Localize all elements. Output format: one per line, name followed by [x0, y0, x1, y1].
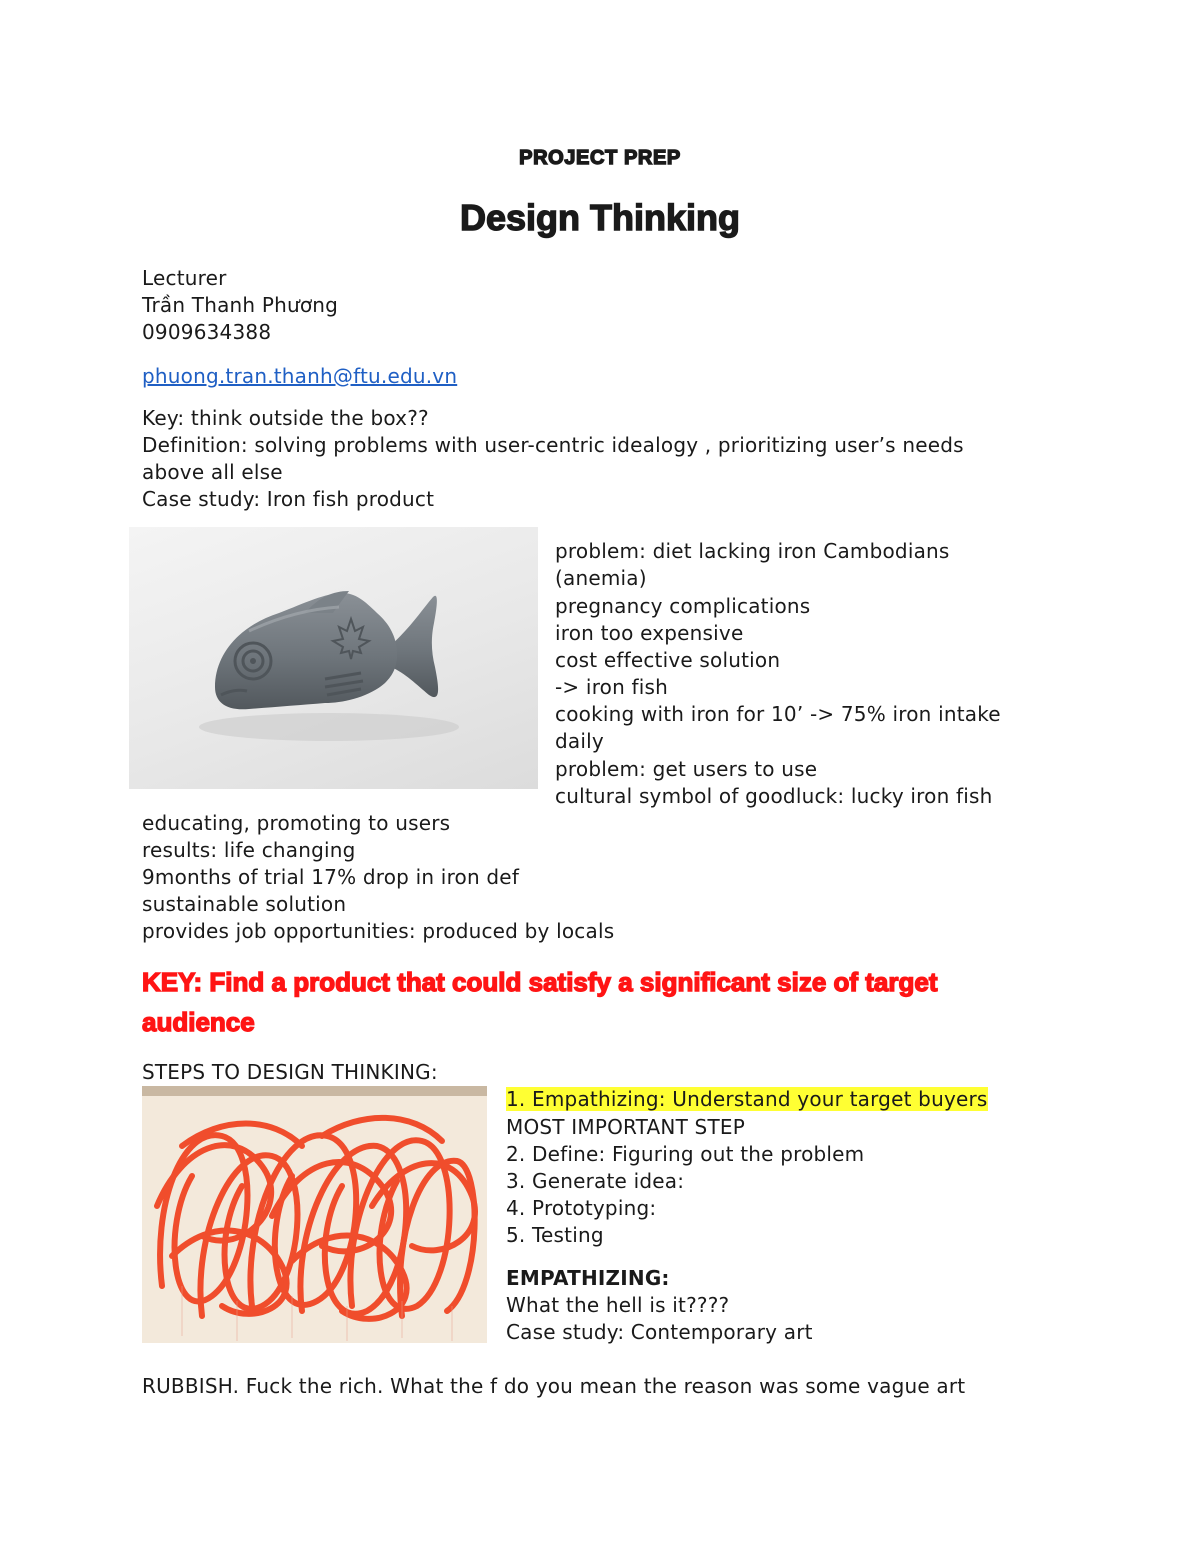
step-1 [506, 1086, 988, 1113]
iron-fish-icon [129, 527, 538, 789]
fish-side-line: problem: get users to use [555, 757, 818, 781]
lecturer-name: Trần Thanh Phương [142, 293, 339, 317]
page-title: Design Thinking [459, 197, 740, 238]
fish-result-line: educating, promoting to users [142, 811, 451, 835]
empathizing-line-1: What the hell is it???? [506, 1293, 730, 1317]
scribble-painting-icon [142, 1086, 487, 1343]
case-study-line: Case study: Iron fish product [142, 487, 435, 511]
key-line: Key: think outside the box?? [142, 406, 429, 430]
most-important-step: MOST IMPORTANT STEP [506, 1115, 745, 1139]
fish-side-line: pregnancy complications [555, 594, 811, 618]
empathizing-heading: EMPATHIZING: [506, 1266, 670, 1290]
fish-side-line: cost effective solution [555, 648, 781, 672]
lecturer-email-link[interactable]: phuong.tran.thanh@ftu.edu.vn [142, 364, 458, 388]
fish-side-line: cultural symbol of goodluck: lucky iron fish [555, 784, 993, 808]
empathizing-line-2: Case study: Contemporary art [506, 1320, 813, 1344]
step-5: 5. Testing [506, 1223, 604, 1247]
lecturer-label: Lecturer [142, 266, 227, 290]
fish-side-line: -> iron fish [555, 675, 669, 699]
fish-side-line: daily [555, 729, 604, 753]
step-1-highlight: 1. Empathizing: Understand your target buyers [506, 1087, 988, 1111]
fish-result-line: provides job opportunities: produced by locals [142, 919, 615, 943]
fish-result-line: sustainable solution [142, 892, 347, 916]
fish-side-line: problem: diet lacking iron Cambodians [555, 539, 950, 563]
fish-side-line: cooking with iron for 10’ -> 75% iron intake [555, 702, 1001, 726]
fish-result-line: results: life changing [142, 838, 356, 862]
lecturer-phone: 0909634388 [142, 320, 272, 344]
closing-line: RUBBISH. Fuck the rich. What the f do you mean the reason was some vague art [142, 1374, 966, 1398]
project-label: PROJECT PREP [519, 147, 681, 169]
step-2: 2. Define: Figuring out the problem [506, 1142, 865, 1166]
definition-line-1: Definition: solving problems with user-centric idealogy , prioritizing user’s needs [142, 433, 964, 457]
step-4: 4. Prototyping: [506, 1196, 657, 1220]
key-heading: KEY: Find a product that could satisfy a significant size of target audience [142, 967, 938, 1037]
fish-side-line: (anemia) [555, 566, 647, 590]
definition-line-2: above all else [142, 460, 283, 484]
steps-title: STEPS TO DESIGN THINKING: [142, 1060, 438, 1084]
fish-result-line: 9months of trial 17% drop in iron def [142, 865, 520, 889]
step-3: 3. Generate idea: [506, 1169, 685, 1193]
fish-side-line: iron too expensive [555, 621, 744, 645]
iron-fish-image [129, 527, 538, 789]
contemporary-art-image [142, 1086, 487, 1343]
